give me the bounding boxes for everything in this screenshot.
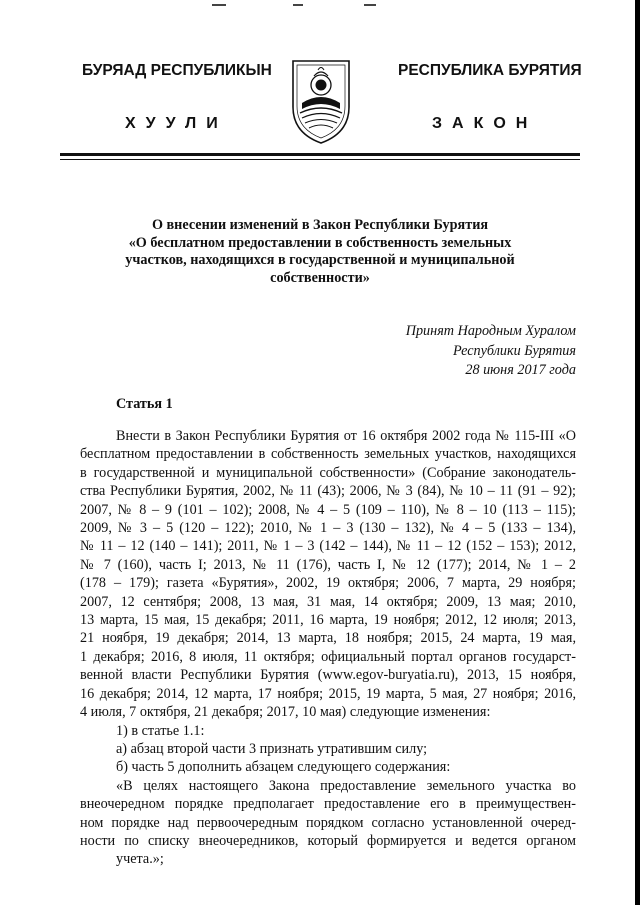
body-line: в государственной и муниципальной собственности» (Собрание законодатель- (80, 464, 576, 481)
adoption-line: Принят Народным Хуралом (405, 323, 576, 339)
scan-edge (635, 0, 640, 905)
body-line: (178 – 179); газета «Бурятия», 2002, 19 октября; 2006, 7 марта, 29 ноября; (80, 575, 576, 592)
header-name-russian: РЕСПУБЛИКА БУРЯТИЯ (398, 62, 582, 79)
quote-line: ности по списку внеочередников, который формируется и ведется органом (80, 832, 576, 849)
header-rule-thin (60, 159, 580, 160)
doc-type-russian: ЗАКОН (432, 115, 538, 132)
header-name-buryat: БУРЯАД РЕСПУБЛИКЫН (82, 62, 272, 79)
quote-line: ном порядке над первоочередным порядком согласно установленной очеред- (80, 814, 576, 831)
scan-marks (0, 4, 640, 10)
list-item: 1) в статье 1.1: (116, 722, 205, 739)
body-line: венной власти Республики Бурятия (www.egov-buryatia.ru), 2013, 15 ноября, (80, 667, 576, 684)
body-line: Внести в Закон Республики Бурятия от 16 октября 2002 года № 115-III «О (116, 428, 576, 444)
quote-line: внеочередном порядке предполагает предоставление его в преимуществен- (80, 796, 576, 813)
body-line: 2007, № 8 – 9 (101 – 102); 2008, № 4 – 5 (109 – 110), № 8 – 10 (113 – 115); (80, 501, 576, 518)
article-heading: Статья 1 (116, 396, 173, 412)
quote-line: «В целях настоящего Закона предоставление земельного участка во (116, 777, 576, 794)
law-title (100, 217, 540, 287)
doc-type-buryat: ХУУЛИ (125, 115, 228, 132)
quote-line: учета.»; (116, 851, 164, 868)
body-line: 1 декабря; 2016, 8 июля, 11 октября; официальный портал органов государст- (80, 648, 576, 665)
body-line: 2007, 12 сентября; 2008, 13 мая, 31 мая, 14 октября; 2009, 13 мая; 2010, (80, 593, 576, 610)
list-item: а) абзац второй части 3 признать утратившим силу; (116, 740, 428, 757)
list-item: б) часть 5 дополнить абзацем следующего содержания: (116, 759, 451, 776)
body-line: 13 марта, 15 мая, 15 декабря; 2011, 16 марта, 19 ноября; 2012, 12 июля; 2013, (80, 612, 576, 629)
body-line: 4 июля, 7 октября, 21 декабря; 2017, 10 мая) следующие изменения: (80, 704, 491, 721)
title-line: «О бесплатном предоставлении в собственность земельных (128, 234, 512, 251)
body-line: бесплатном предоставлении в собственность земельных участков, находящихся (80, 446, 576, 463)
body-line: 16 декабря; 2014, 12 марта, 17 ноября; 2015, 19 марта, 5 мая, 27 ноября; 2016, (80, 685, 576, 702)
adoption-line: Республики Бурятия (452, 342, 576, 359)
body-line: № 7 (160), часть I; 2013, № 11 (176), часть I, № 12 (177); 2014, № 1 – 2 (80, 556, 576, 573)
title-line: О внесении изменений в Закон Республики Бурятия (151, 217, 489, 233)
body-line: 2009, № 3 – 5 (120 – 122); 2010, № 1 – 3 (130 – 132), № 4 – 5 (133 – 134), (80, 520, 576, 537)
body-line: 21 ноября, 19 декабря; 2014, 13 марта, 18 ноября; 2015, 24 марта, 19 мая, (80, 630, 576, 647)
title-line: собственности» (270, 269, 370, 286)
coat-of-arms-icon (290, 55, 352, 145)
body-line: ства Республики Бурятия, 2002, № 11 (43); 2006, № 3 (84), № 10 – 11 (91 – 92); (80, 483, 576, 500)
header-rule-thick (60, 153, 580, 156)
title-line: участков, находящихся в государственной и муниципальной (125, 252, 515, 268)
body-line: № 11 – 12 (140 – 141); 2011, № 1 – 3 (142 – 144), № 11 – 12 (152 – 153); 2012, (80, 538, 576, 555)
adoption-note (360, 322, 576, 381)
article-body (80, 427, 576, 869)
adoption-date: 28 июня 2017 года (465, 362, 576, 378)
